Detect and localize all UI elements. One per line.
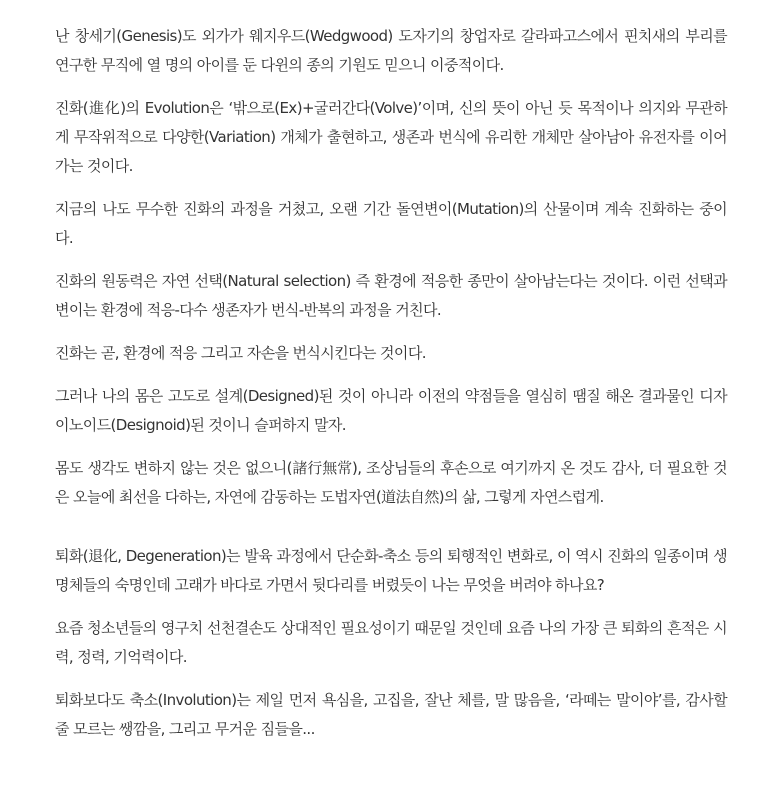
paragraph-adaptation: 진화는 곧, 환경에 적응 그리고 자손을 번식시킨다는 것이다. bbox=[55, 344, 426, 362]
paragraph-evolution-definition: 진화(進化)의 Evolution은 ‘밖으로(Ex)+굴러간다(Volve)’이며, 신의 뜻이 아닌 듯 목적이나 의지와 무관하게 무작위적으로 다양한(Variation) 개체가 출현하고, 생존과 번식에 유리한 개체만 살아남아 유전자를 이어가는 것이다. bbox=[55, 99, 727, 175]
paragraph-impermanence: 몸도 생각도 변하지 않는 것은 없으니(諸行無常), 조상님들의 후손으로 여기까지 온 것도 감사, 더 필요한 것은 오늘에 최선을 다하는, 자연에 감동하는 도법자연(道法自然)의 삶, 그렇게 자연스럽게. bbox=[55, 459, 727, 506]
paragraph-mutation: 지금의 나도 무수한 진화의 과정을 거쳤고, 오랜 기간 돌연변이(Mutation)의 산물이며 계속 진화하는 중이다. bbox=[55, 200, 727, 247]
paragraph-degeneration: 퇴화(退化, Degeneration)는 발육 과정에서 단순화-축소 등의 퇴행적인 변화로, 이 역시 진화의 일종이며 생명체들의 숙명인데 고래가 바다로 가면서 뒷다리를 버렸듯이 나는 무엇을 버려야 하나요? bbox=[55, 547, 727, 594]
paragraph-natural-selection: 진화의 원동력은 자연 선택(Natural selection) 즉 환경에 적응한 종만이 살아남는다는 것이다. 이런 선택과 변이는 환경에 적응-다수 생존자가 번식-반복의 과정을 거친다. bbox=[55, 272, 727, 319]
article-body bbox=[55, 22, 727, 758]
paragraph-youth-teeth: 요즘 청소년들의 영구치 선천결손도 상대적인 필요성이기 때문일 것인데 요즘 나의 가장 큰 퇴화의 흔적은 시력, 정력, 기억력이다. bbox=[55, 619, 727, 666]
paragraph-designoid: 그러나 나의 몸은 고도로 설계(Designed)된 것이 아니라 이전의 약점들을 열심히 땜질 해온 결과물인 디자이노이드(Designoid)된 것이니 슬퍼하지 말자. bbox=[55, 387, 727, 434]
paragraph-involution: 퇴화보다도 축소(Involution)는 제일 먼저 욕심을, 고집을, 잘난 체를, 말 많음을, ‘라떼는 말이야’를, 감사할 줄 모르는 쌩깜을, 그리고 무거운 짐들을... bbox=[55, 691, 727, 738]
paragraph-genesis: 난 창세기(Genesis)도 외가가 웨지우드(Wedgwood) 도자기의 창업자로 갈라파고스에서 핀치새의 부리를 연구한 무직에 열 명의 아이를 둔 다윈의 종의 기원도 믿으니 이중적이다. bbox=[55, 27, 727, 74]
